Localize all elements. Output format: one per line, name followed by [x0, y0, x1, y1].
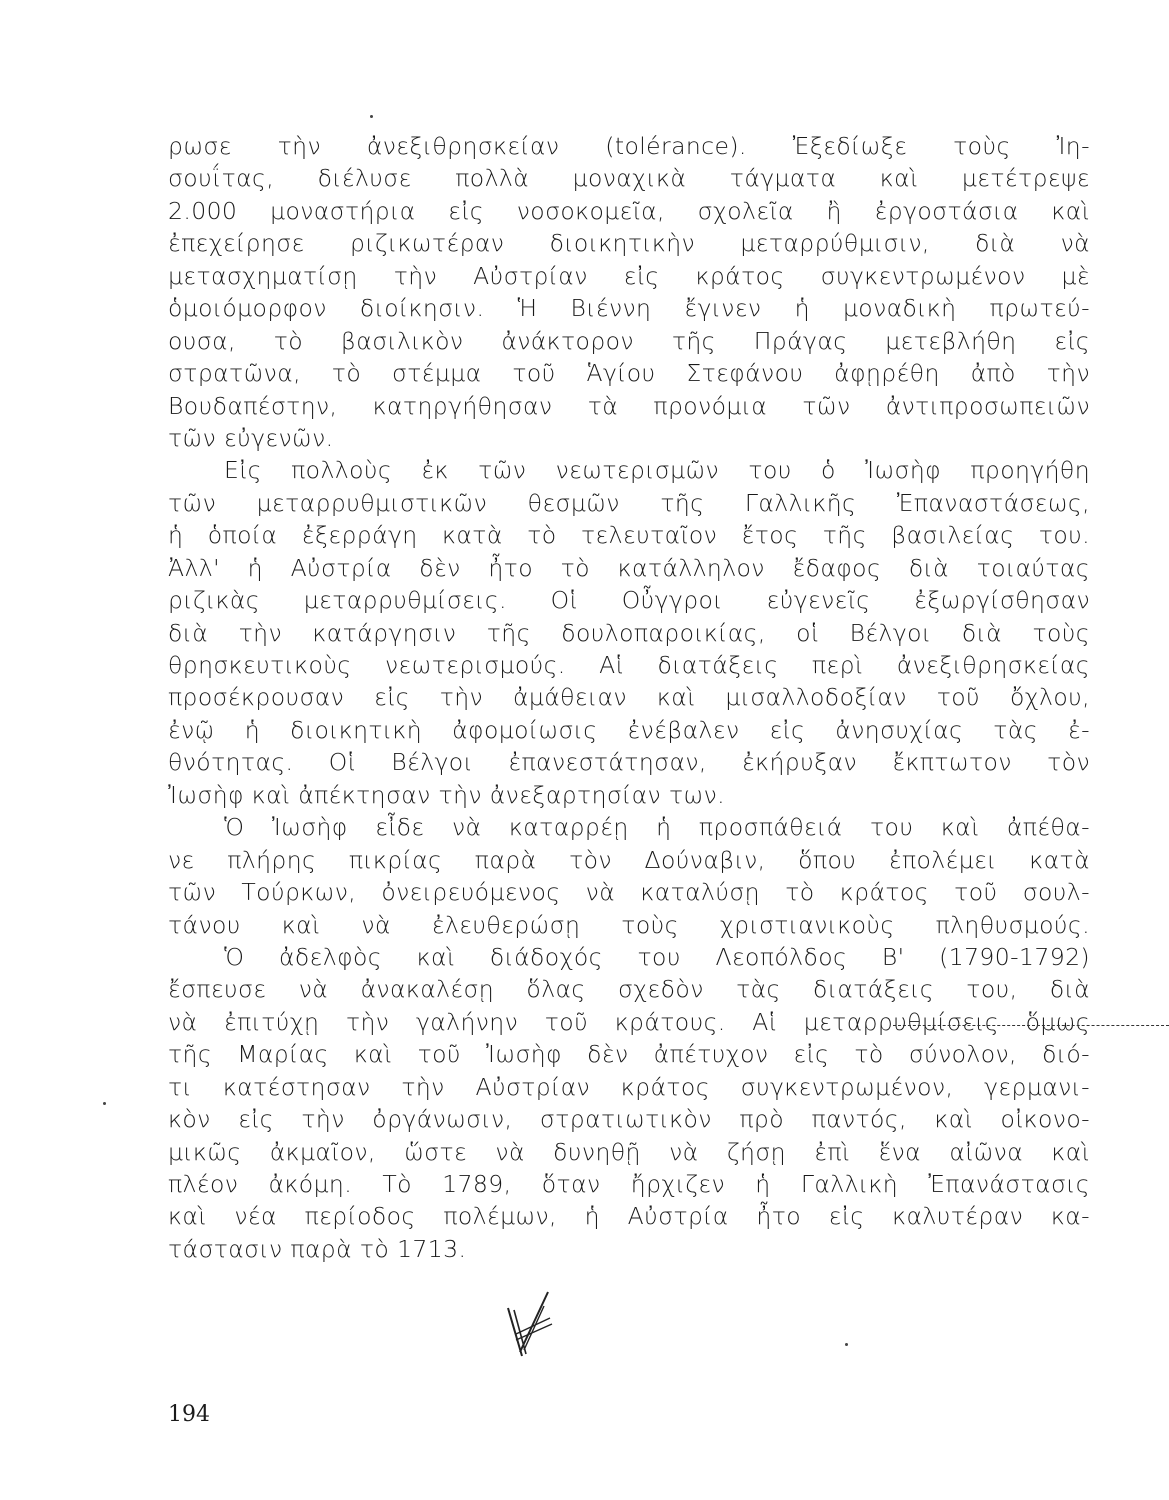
text-line: τῶν εὐγενῶν. [168, 423, 334, 452]
text-line: Ὁ ἀδελφὸς καὶ διάδοχός του Λεοπόλδος Β' (1790-1792) [224, 942, 1090, 971]
text-line: τάστασιν παρὰ τὸ 1713. [168, 1234, 467, 1263]
text-line: τι κατέστησαν τὴν Αὐστρίαν κράτος συγκεντρωμένον, γερμανι- [168, 1072, 1090, 1101]
text-line: μετασχηματίσῃ τὴν Αὐστρίαν εἰς κράτος συγκεντρωμένον μὲ [168, 261, 1090, 290]
text-line: θνότητας. Οἱ Βέλγοι ἐπανεστάτησαν, ἐκήρυξαν ἔκπτωτον τὸν [168, 748, 1090, 777]
text-line: ὁμοιόμορφον διοίκησιν. Ἡ Βιέννη ἔγινεν ἡ μοναδικὴ πρωτεύ- [168, 294, 1090, 323]
text-line: ἐνῷ ἡ διοικητικὴ ἀφομοίωσις ἐνέβαλεν εἰς ἀνησυχίας τὰς ἐ- [168, 715, 1090, 744]
text-line: τῶν Τούρκων, ὀνειρευόμενος νὰ καταλύσῃ τὸ κράτος τοῦ σουλ- [168, 878, 1090, 907]
page-number: 194 [168, 1402, 210, 1427]
text-line: νε πλήρης πικρίας παρὰ τὸν Δούναβιν, ὅπου ἐπολέμει κατὰ [168, 845, 1090, 874]
text-line: ἐπεχείρησε ριζικωτέραν διοικητικὴν μεταρρύθμισιν, διὰ νὰ [168, 229, 1090, 258]
text-line: διὰ τὴν κατάργησιν τῆς δουλοπαροικίας, οἱ Βέλγοι διὰ τοὺς [168, 618, 1090, 647]
body-text [168, 130, 1090, 1265]
handwritten-underline [893, 1025, 1169, 1026]
text-line: ριζικὰς μεταρρυθμίσεις. Οἱ Οὖγγροι εὐγενεῖς ἐξωργίσθησαν [168, 586, 1090, 615]
speck [370, 115, 373, 118]
text-line: τῆς Μαρίας καὶ τοῦ Ἰωσὴφ δὲν ἀπέτυχον εἰς τὸ σύνολον, διό- [168, 1040, 1090, 1069]
text-line: ἡ ὁποία ἐξερράγη κατὰ τὸ τελευταῖον ἔτος τῆς βασιλείας του. [168, 521, 1090, 550]
text-line: ουσα, τὸ βασιλικὸν ἀνάκτορον τῆς Πράγας μετεβλήθη εἰς [168, 326, 1090, 355]
text-line: ἔσπευσε νὰ ἀνακαλέσῃ ὅλας σχεδὸν τὰς διατάξεις του, διὰ [168, 975, 1090, 1004]
text-line: Εἰς πολλοὺς ἐκ τῶν νεωτερισμῶν του ὁ Ἰωσὴφ προηγήθη [224, 456, 1090, 485]
handwritten-mark [500, 1290, 560, 1360]
text-line: ρωσε τὴν ἀνεξιθρησκείαν (tolérance). Ἐξεδίωξε τοὺς Ἰη- [168, 132, 1090, 160]
text-line: προσέκρουσαν εἰς τὴν ἀμάθειαν καὶ μισαλλοδοξίαν τοῦ ὄχλου, [168, 683, 1090, 712]
speck [103, 1102, 106, 1105]
text-line: τάνου καὶ νὰ ἐλευθερώσῃ τοὺς χριστιανικοὺς πληθυσμούς. [168, 910, 1090, 939]
text-line: νὰ ἐπιτύχῃ τὴν γαλήνην τοῦ κράτους. Αἱ μεταρρυθμίσεις ὅμως [168, 1007, 1090, 1036]
text-line: 2.000 μοναστήρια εἰς νοσοκομεῖα, σχολεῖα ἢ ἐργοστάσια καὶ [168, 196, 1090, 225]
text-line: μικῶς ἀκμαῖον, ὥστε νὰ δυνηθῇ νὰ ζήσῃ ἐπὶ ἕνα αἰῶνα καὶ [168, 1137, 1090, 1166]
text-line: Βουδαπέστην, κατηργήθησαν τὰ προνόμια τῶν ἀντιπροσωπειῶν [168, 391, 1090, 420]
text-line: θρησκευτικοὺς νεωτερισμούς. Αἱ διατάξεις περὶ ἀνεξιθρησκείας [168, 651, 1090, 679]
text-line: Ἰωσὴφ καὶ ἀπέκτησαν τὴν ἀνεξαρτησίαν των. [168, 780, 725, 809]
text-line: τῶν μεταρρυθμιστικῶν θεσμῶν τῆς Γαλλικῆς Ἐπαναστάσεως, [168, 488, 1090, 517]
text-line: καὶ νέα περίοδος πολέμων, ἡ Αὐστρία ἦτο εἰς καλυτέραν κα- [168, 1202, 1090, 1231]
text-line: Ἀλλ' ἡ Αὐστρία δὲν ἦτο τὸ κατάλληλον ἔδαφος διὰ τοιαύτας [168, 553, 1090, 582]
speck [845, 1343, 848, 1346]
text-line: πλέον ἀκόμη. Τὸ 1789, ὅταν ἤρχιζεν ἡ Γαλλικὴ Ἐπανάστασις [168, 1170, 1090, 1198]
text-line: κὸν εἰς τὴν ὀργάνωσιν, στρατιωτικὸν πρὸ παντός, καὶ οἰκονο- [168, 1105, 1090, 1134]
text-line: Ὁ Ἰωσὴφ εἶδε νὰ καταρρέῃ ἡ προσπάθειά του καὶ ἀπέθα- [224, 813, 1090, 842]
text-line: σουΐτας, διέλυσε πολλὰ μοναχικὰ τάγματα καὶ μετέτρεψε [168, 164, 1090, 193]
text-line: στρατῶνα, τὸ στέμμα τοῦ Ἁγίου Στεφάνου ἀφῃρέθη ἀπὸ τὴν [168, 359, 1090, 388]
